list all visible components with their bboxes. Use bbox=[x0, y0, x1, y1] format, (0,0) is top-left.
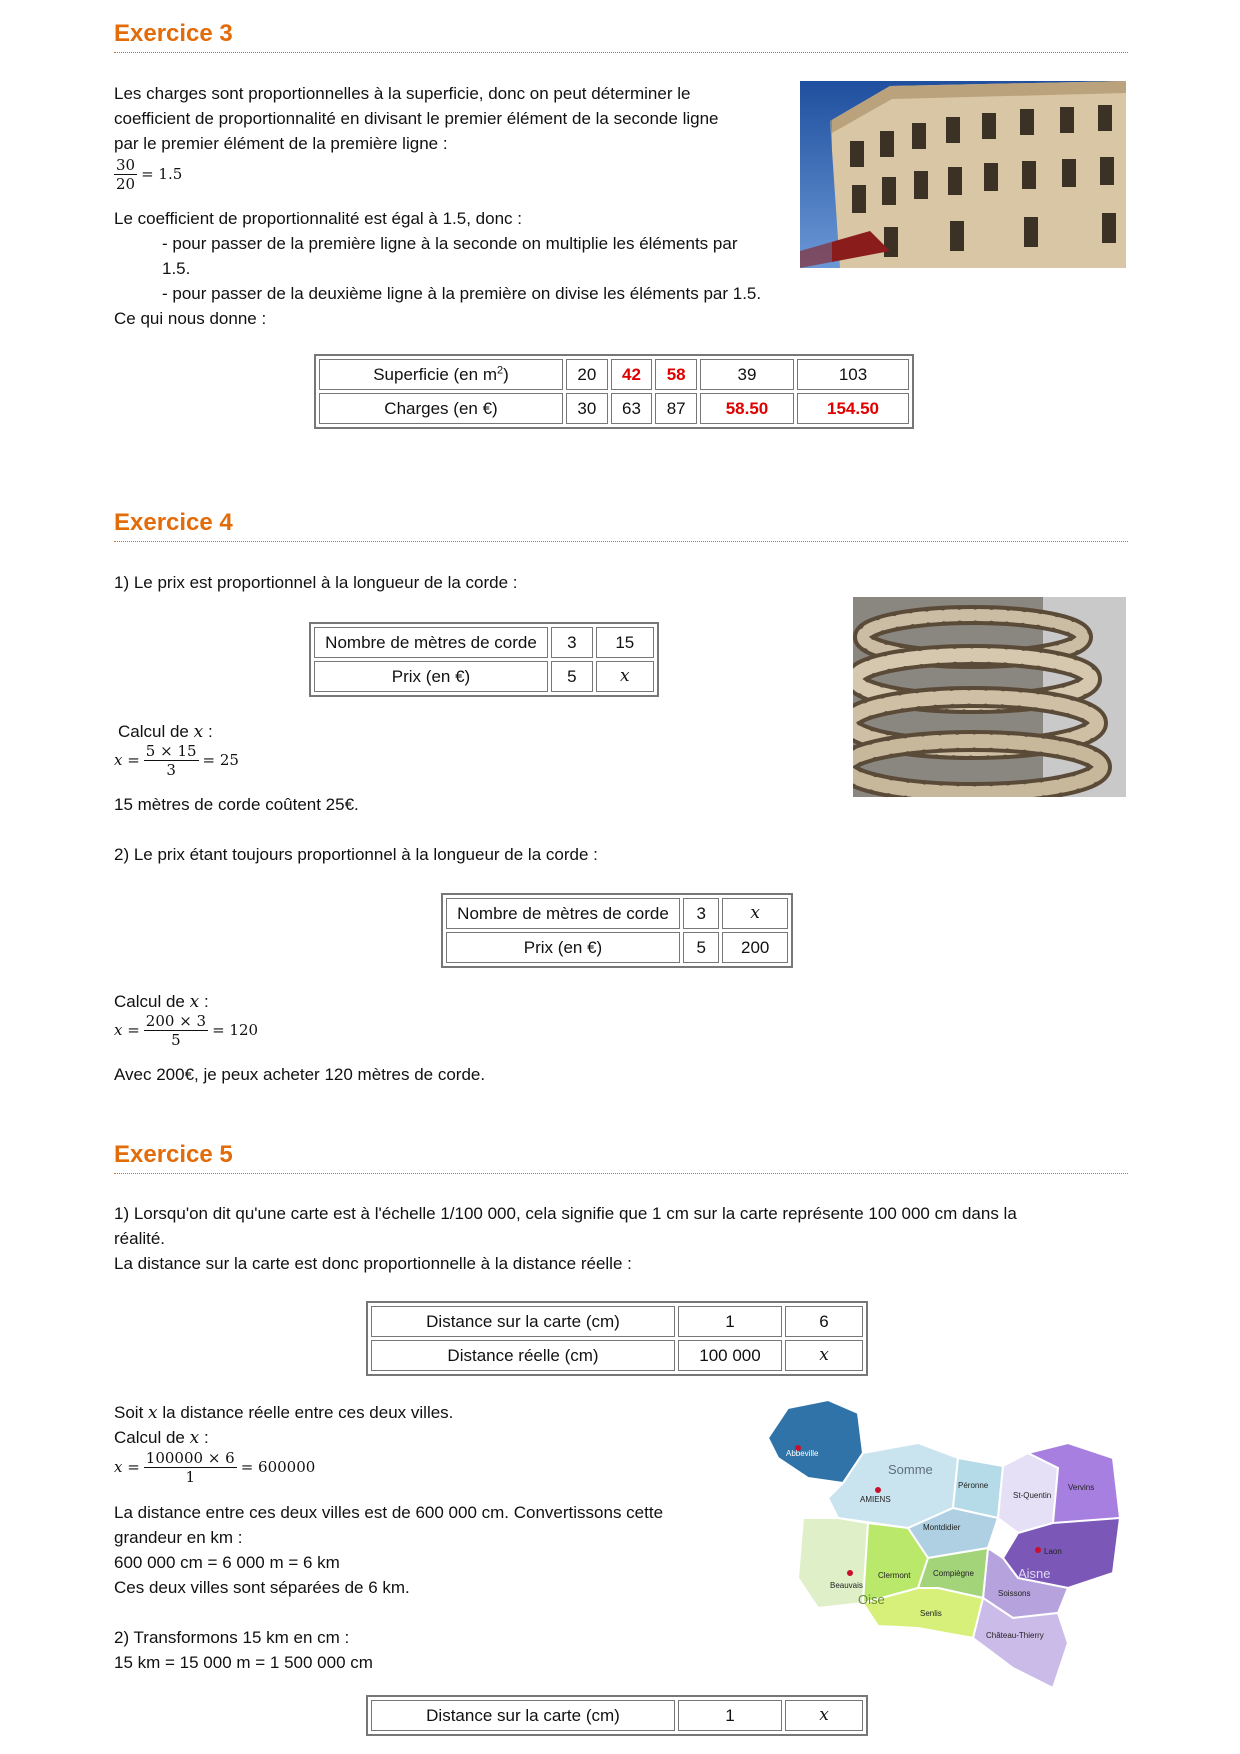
fraction-denominator: 1 bbox=[185, 1468, 196, 1486]
ex5-question-1-line-3: La distance sur la carte est donc proportionnelle à la distance réelle : bbox=[114, 1254, 632, 1273]
exercise-3-heading: Exercice 3 bbox=[114, 20, 1128, 53]
table-row bbox=[371, 1700, 863, 1731]
ex5-question-1-line-2: réalité. bbox=[114, 1229, 166, 1248]
ex4-calc-2-equation bbox=[114, 1012, 258, 1049]
map-label: Beauvais bbox=[830, 1581, 863, 1590]
equation-lhs: x = bbox=[114, 1458, 140, 1476]
ex3-paragraph-line-3: par le premier élément de la première ligne : bbox=[114, 134, 448, 153]
ex4-calc-1-label: Calcul de x : bbox=[118, 722, 213, 742]
map-label: St-Quentin bbox=[1013, 1491, 1052, 1500]
ex5-soit-line: Soit x la distance réelle entre ces deux villes. bbox=[114, 1403, 454, 1423]
ex3-coefficient-sentence: Le coefficient de proportionnalité est égal à 1.5, donc : bbox=[114, 209, 522, 228]
map-region-abbeville bbox=[768, 1400, 863, 1483]
map-illustration bbox=[768, 1398, 1126, 1690]
table-cell: 58.50 bbox=[700, 393, 794, 424]
table-cell: 200 bbox=[722, 932, 788, 963]
table-cell: 63 bbox=[611, 393, 653, 424]
map-label: Vervins bbox=[1068, 1483, 1095, 1492]
exercise-5-heading: Exercice 5 bbox=[114, 1141, 1128, 1174]
ex5-text-line-2: grandeur en km : bbox=[114, 1528, 243, 1547]
ex3-bullet-1-line-2: 1.5. bbox=[162, 259, 191, 278]
table-cell: 1 bbox=[678, 1306, 782, 1337]
map-label: Compiègne bbox=[933, 1569, 974, 1578]
ex4-question-1: 1) Le prix est proportionnel à la longueur de la corde : bbox=[114, 573, 518, 592]
row-label: Distance sur la carte (cm) bbox=[371, 1700, 675, 1731]
table-cell: 20 bbox=[566, 359, 608, 390]
ex3-paragraph-line-2: coefficient de proportionnalité en divisant le premier élément de la seconde ligne bbox=[114, 109, 719, 128]
ex4-conclusion-1: 15 mètres de corde coûtent 25€. bbox=[114, 795, 359, 814]
table-cell: x bbox=[596, 661, 654, 692]
ex5-calc-equation bbox=[114, 1449, 315, 1486]
ex5-calc-label: Calcul de x : bbox=[114, 1428, 209, 1448]
table-cell: 58 bbox=[655, 359, 697, 390]
row-label: Nombre de mètres de corde bbox=[446, 898, 680, 929]
table-cell: 1 bbox=[678, 1700, 782, 1731]
row-label: Distance sur la carte (cm) bbox=[371, 1306, 675, 1337]
table-row bbox=[314, 627, 654, 658]
table-cell: 5 bbox=[551, 661, 593, 692]
ex3-bullet-2: - pour passer de la deuxième ligne à la première on divise les éléments par 1.5. bbox=[162, 284, 762, 303]
map-label: Aisne bbox=[1018, 1566, 1051, 1581]
map-label: Montdidier bbox=[923, 1523, 961, 1532]
table-cell: 154.50 bbox=[797, 393, 909, 424]
ex3-bullet-1-line-1: - pour passer de la première ligne à la seconde on multiplie les éléments par bbox=[162, 234, 738, 253]
fraction-numerator: 100000 × 6 bbox=[145, 1449, 235, 1467]
rope-photo bbox=[853, 597, 1126, 797]
map-label: Abbeville bbox=[786, 1449, 819, 1458]
map-label: Soissons bbox=[998, 1589, 1031, 1598]
table-cell: 6 bbox=[785, 1306, 863, 1337]
map-label: AMIENS bbox=[860, 1495, 891, 1504]
map-label: Laon bbox=[1044, 1547, 1062, 1556]
ex4-table-2 bbox=[441, 893, 793, 968]
ex4-calc-2-label: Calcul de x : bbox=[114, 992, 209, 1012]
exercise-4-heading: Exercice 4 bbox=[114, 509, 1128, 542]
ex3-paragraph-line-1: Les charges sont proportionnelles à la superficie, donc on peut déterminer le bbox=[114, 84, 691, 103]
table-row bbox=[319, 393, 909, 424]
ex3-proportionality-table bbox=[314, 354, 914, 429]
ex3-fraction bbox=[114, 156, 137, 193]
building-photo bbox=[800, 81, 1126, 268]
ex5-question-2-line-1: 2) Transformons 15 km en cm : bbox=[114, 1628, 350, 1647]
table-row bbox=[319, 359, 909, 390]
row-label: Nombre de mètres de corde bbox=[314, 627, 548, 658]
fraction-numerator: 200 × 3 bbox=[145, 1012, 207, 1030]
table-cell: 30 bbox=[566, 393, 608, 424]
fraction-numerator: 5 × 15 bbox=[145, 742, 197, 760]
fraction-denominator: 3 bbox=[166, 761, 176, 779]
picardie-map bbox=[768, 1398, 1126, 1690]
row-label: Distance réelle (cm) bbox=[371, 1340, 675, 1371]
table-cell: 39 bbox=[700, 359, 794, 390]
ex3-fraction-denominator: 20 bbox=[116, 175, 136, 193]
ex3-fraction-equation bbox=[114, 156, 182, 193]
row-label: Charges (en €) bbox=[319, 393, 563, 424]
row-label: Superficie (en $m^2$) bbox=[319, 359, 563, 390]
table-cell: 87 bbox=[655, 393, 697, 424]
table-cell: 103 bbox=[797, 359, 909, 390]
map-label: Péronne bbox=[958, 1481, 989, 1490]
table-cell: x bbox=[785, 1700, 863, 1731]
rope-illustration bbox=[853, 597, 1126, 797]
ex4-question-2: 2) Le prix étant toujours proportionnel à la longueur de la corde : bbox=[114, 845, 598, 864]
equation-lhs: x = bbox=[114, 1021, 140, 1039]
row-label: Prix (en €) bbox=[314, 661, 548, 692]
equation-result: = 25 bbox=[202, 751, 239, 769]
fraction-denominator: 5 bbox=[171, 1031, 181, 1049]
ex5-table-1 bbox=[366, 1301, 868, 1376]
ex5-table-2 bbox=[366, 1695, 868, 1736]
fraction bbox=[144, 742, 199, 779]
map-label: Clermont bbox=[878, 1571, 911, 1580]
table-row bbox=[371, 1340, 863, 1371]
table-cell: 100 000 bbox=[678, 1340, 782, 1371]
equation-result: = 120 bbox=[212, 1021, 259, 1039]
ex5-text-line-1: La distance entre ces deux villes est de 600 000 cm. Convertissons cette bbox=[114, 1503, 664, 1522]
map-label: Oise bbox=[858, 1592, 885, 1607]
table-row bbox=[446, 898, 788, 929]
table-cell: 5 bbox=[683, 932, 719, 963]
ex4-conclusion-2: Avec 200€, je peux acheter 120 mètres de corde. bbox=[114, 1065, 486, 1084]
ex5-question-1-line-1: 1) Lorsqu'on dit qu'une carte est à l'échelle 1/100 000, cela signifie que 1 cm sur la carte représente 100 000 cm dans la bbox=[114, 1204, 1017, 1223]
fraction bbox=[144, 1012, 208, 1049]
fraction bbox=[144, 1449, 237, 1486]
ex4-table-1 bbox=[309, 622, 659, 697]
table-cell: 3 bbox=[551, 627, 593, 658]
equation-lhs: x = bbox=[114, 751, 140, 769]
building-illustration bbox=[800, 81, 1126, 268]
map-label: Senlis bbox=[920, 1609, 942, 1618]
table-row bbox=[371, 1306, 863, 1337]
ex5-text-line-3: 600 000 cm = 6 000 m = 6 km bbox=[114, 1553, 340, 1572]
equation-result: = 600000 bbox=[240, 1458, 316, 1476]
table-row bbox=[314, 661, 654, 692]
table-row bbox=[446, 932, 788, 963]
row-label: Prix (en €) bbox=[446, 932, 680, 963]
ex3-fraction-numerator: 30 bbox=[116, 156, 136, 174]
map-label: Château-Thierry bbox=[986, 1631, 1044, 1640]
ex3-result-intro: Ce qui nous donne : bbox=[114, 309, 267, 328]
ex5-question-2-line-2: 15 km = 15 000 m = 1 500 000 cm bbox=[114, 1653, 373, 1672]
table-cell: 15 bbox=[596, 627, 654, 658]
ex5-text-line-4: Ces deux villes sont séparées de 6 km. bbox=[114, 1578, 410, 1597]
table-cell: x bbox=[785, 1340, 863, 1371]
table-cell: 42 bbox=[611, 359, 653, 390]
map-label: Somme bbox=[888, 1462, 933, 1477]
ex3-fraction-result: = 1.5 bbox=[141, 165, 183, 183]
table-cell: x bbox=[722, 898, 788, 929]
table-cell: 3 bbox=[683, 898, 719, 929]
ex4-calc-1-equation bbox=[114, 742, 239, 779]
